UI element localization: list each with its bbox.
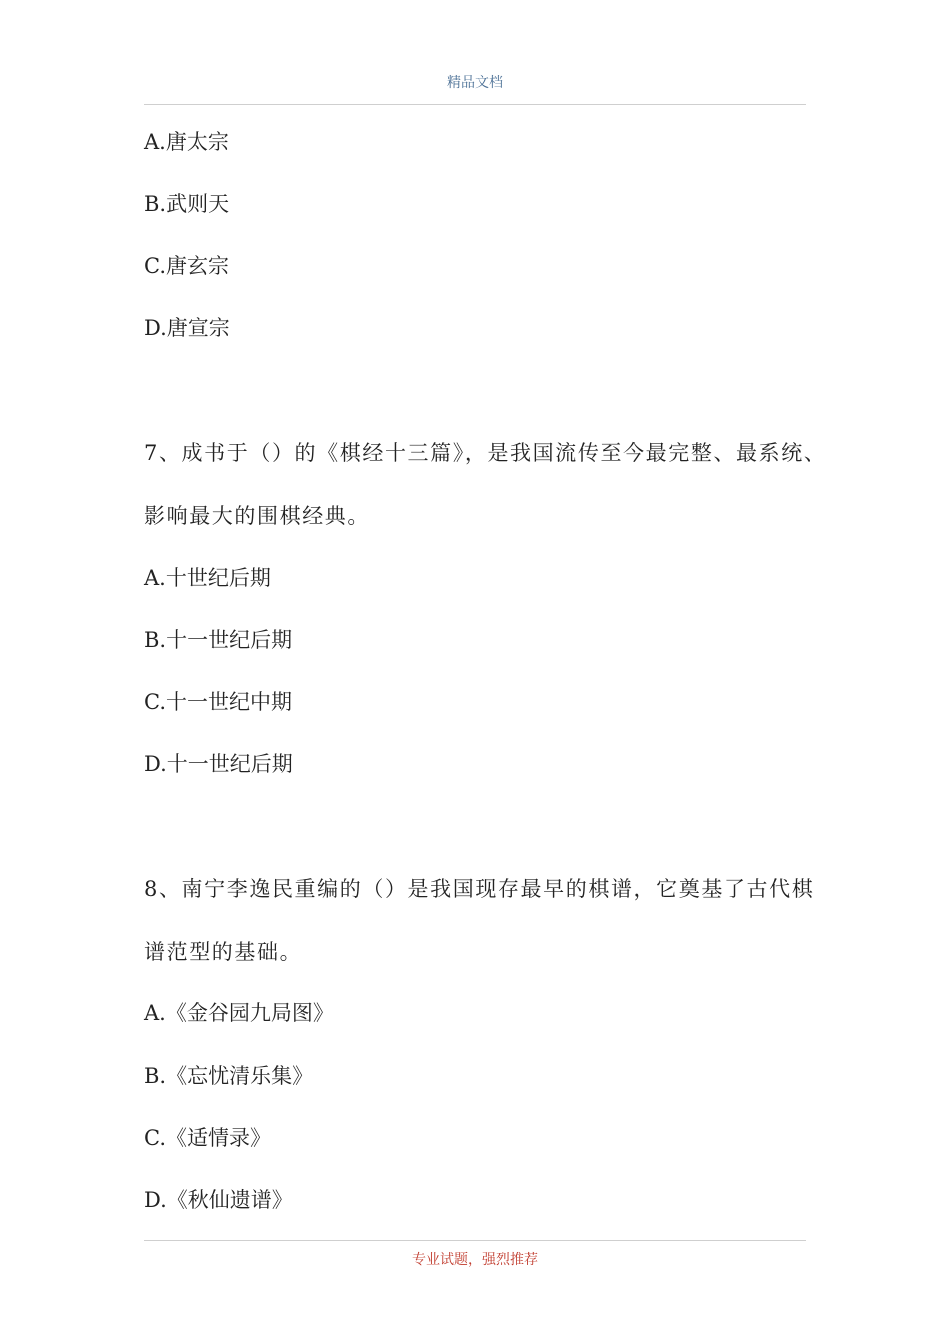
question-8-option-b: B.《忘忧清乐集》 [144, 1064, 314, 1088]
question-8-option-c: C.《适情录》 [144, 1126, 271, 1150]
question-7-option-b: B.十一世纪后期 [144, 628, 293, 652]
option-d: D.唐宣宗 [144, 316, 230, 340]
option-b: B.武则天 [144, 192, 230, 216]
question-7-text-line-2: 影响最大的围棋经典。 [144, 504, 370, 528]
question-8-option-a: A.《金谷园九局图》 [144, 1001, 334, 1025]
question-7-option-d: D.十一世纪后期 [144, 752, 293, 776]
footer-divider [144, 1240, 806, 1241]
header-divider [144, 104, 806, 105]
question-7-option-c: C.十一世纪中期 [144, 690, 292, 714]
question-8-text-line-1: 8、南宁李逸民重编的（）是我国现存最早的棋谱，它奠基了古代棋 [144, 877, 815, 901]
header-title: 精品文档 [447, 75, 503, 91]
question-8-option-d: D.《秋仙遗谱》 [144, 1188, 293, 1212]
footer-text: 专业试题，强烈推荐 [412, 1252, 538, 1268]
option-a: A.唐太宗 [144, 130, 229, 154]
question-7-text-line-1: 7、成书于（）的《棋经十三篇》，是我国流传至今最完整、最系统、 [144, 441, 827, 465]
option-c: C.唐玄宗 [144, 254, 229, 278]
question-7-option-a: A.十世纪后期 [144, 566, 271, 590]
question-8-text-line-2: 谱范型的基础。 [144, 940, 303, 964]
